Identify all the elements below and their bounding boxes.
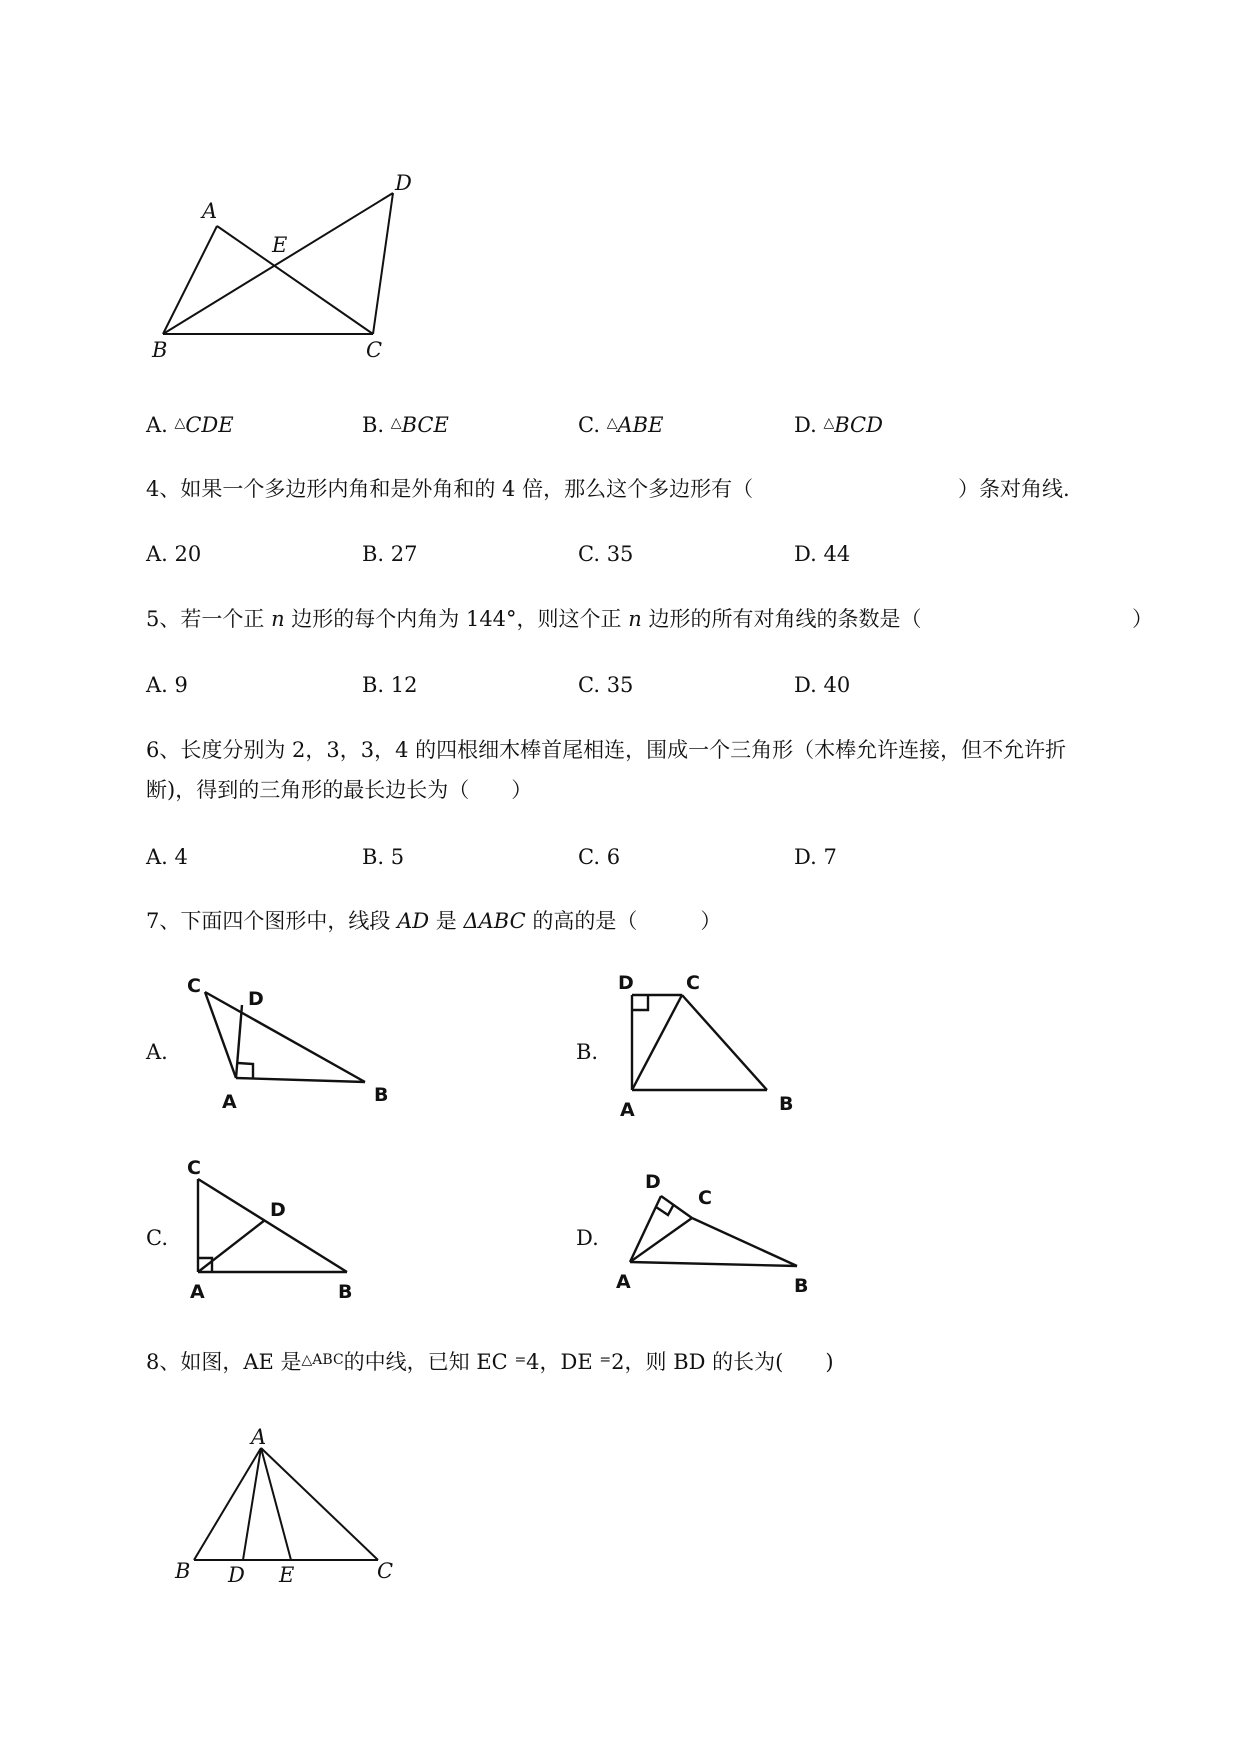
q5-option-a[interactable]: A. 9 [146, 673, 188, 697]
svg-text:C: C [698, 1187, 712, 1209]
question-4-stem-end: ）条对角线. [958, 477, 1070, 501]
q4-option-c[interactable]: C. 35 [578, 542, 634, 566]
svg-text:D: D [645, 1171, 661, 1193]
segment-dc [373, 193, 393, 334]
svg-text:D: D [270, 1199, 286, 1221]
svg-text:A: A [190, 1281, 205, 1303]
q4-option-b[interactable]: B. 27 [362, 542, 418, 566]
question-5-stem-end: ） [1132, 607, 1153, 631]
label-a: A [202, 199, 218, 223]
svg-text:A: A [616, 1271, 631, 1293]
q6-option-a[interactable]: A. 4 [146, 845, 188, 869]
q7-figure-b[interactable] [610, 965, 810, 1120]
label-e: E [272, 233, 288, 257]
q5-option-c[interactable]: C. 35 [578, 673, 634, 697]
svg-text:C: C [187, 1157, 201, 1179]
q5-option-b[interactable]: B. 12 [362, 673, 418, 697]
q7-option-d-key[interactable]: D. [576, 1226, 599, 1250]
question-6-line-1: 6、长度分别为 2，3，3，4 的四根细木棒首尾相连，围成一个三角形（木棒允许连接，但不允许折 [146, 738, 1067, 762]
question-6-line-2: 断)，得到的三角形的最长边长为（ ） [146, 778, 533, 802]
label-c: C [366, 338, 383, 362]
segment-ac [217, 226, 373, 334]
svg-text:B: B [338, 1281, 353, 1303]
svg-text:D: D [618, 972, 634, 994]
svg-text:B: B [794, 1275, 809, 1297]
question-4-stem: 4、如果一个多边形内角和是外角和的 4 倍，那么这个多边形有（ [146, 477, 754, 501]
svg-text:C: C [377, 1559, 394, 1583]
label-b: B [152, 338, 168, 362]
q4-option-d[interactable]: D. 44 [794, 542, 851, 566]
svg-text:D: D [248, 988, 264, 1010]
q7-figure-a[interactable] [180, 965, 400, 1115]
q7-figure-c[interactable] [180, 1150, 380, 1310]
svg-text:C: C [686, 972, 700, 994]
svg-text:A: A [251, 1425, 267, 1449]
svg-text:A: A [222, 1091, 237, 1113]
q7-option-b-key[interactable]: B. [576, 1040, 599, 1064]
svg-text:B: B [374, 1084, 389, 1106]
q7-option-c-key[interactable]: C. [146, 1226, 168, 1250]
q3-figure [140, 160, 440, 370]
q3-option-a[interactable]: A. △CDE [146, 412, 234, 437]
svg-text:D: D [228, 1563, 245, 1587]
q6-option-d[interactable]: D. 7 [794, 845, 837, 869]
q3-option-c[interactable]: C. △ABE [578, 412, 664, 437]
question-5-stem: 5、若一个正 n 边形的每个内角为 144°，则这个正 n 边形的所有对角线的条数是（ [146, 607, 922, 631]
q6-option-b[interactable]: B. 5 [362, 845, 405, 869]
svg-text:B: B [779, 1093, 794, 1115]
svg-text:E: E [279, 1563, 295, 1587]
question-8-stem: 8、如图，AE 是$^{\triangle ABC}$的中线，已知 EC =4，DE =2，则 BD 的长为( ) [146, 1349, 834, 1374]
svg-text:C: C [187, 975, 201, 997]
svg-text:B: B [175, 1559, 191, 1583]
question-7-stem: 7、下面四个图形中，线段 AD 是 ΔABC 的高的是（ ） [146, 909, 722, 933]
q3-option-b[interactable]: B. △BCE [362, 412, 449, 437]
q7-option-a-key[interactable]: A. [146, 1040, 168, 1064]
q7-figure-d[interactable] [610, 1150, 820, 1310]
q6-option-c[interactable]: C. 6 [578, 845, 621, 869]
q8-figure [165, 1420, 405, 1600]
svg-text:A: A [620, 1099, 635, 1120]
label-d: D [395, 171, 412, 195]
q5-option-d[interactable]: D. 40 [794, 673, 851, 697]
q3-option-d[interactable]: D. △BCD [794, 412, 883, 437]
q4-option-a[interactable]: A. 20 [146, 542, 202, 566]
